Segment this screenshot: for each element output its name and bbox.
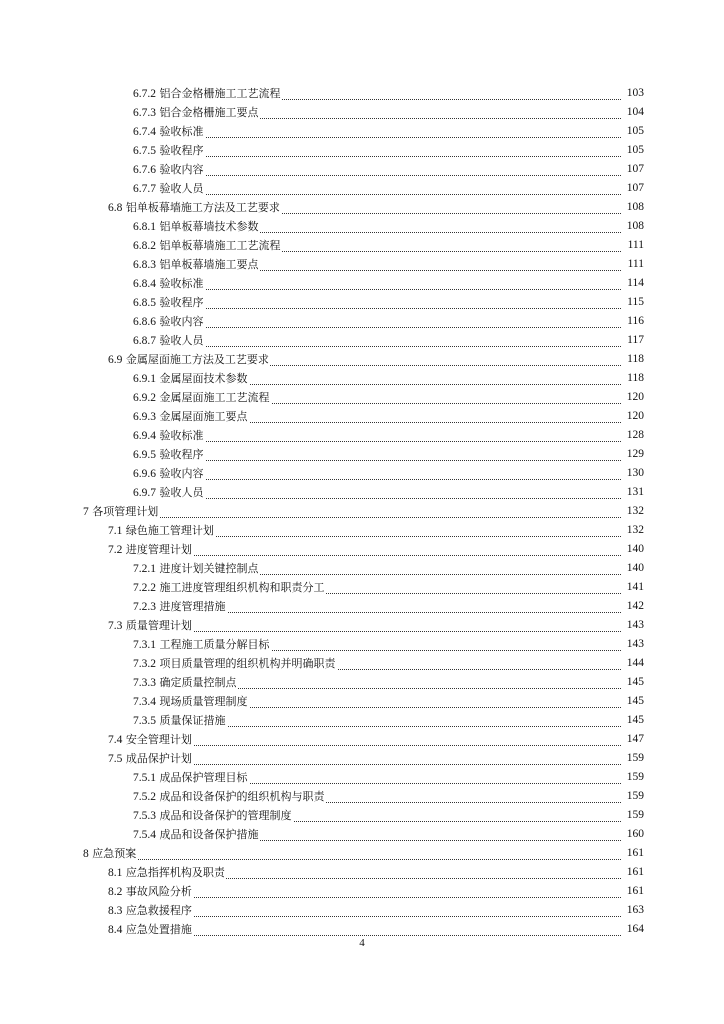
toc-entry[interactable]	[0, 768, 724, 787]
toc-entry-page: 120	[622, 407, 644, 426]
toc-entry-title: 金属屋面技术参数	[159, 372, 248, 385]
toc-entry-number: 6.8.7	[133, 335, 156, 347]
toc-entry-number: 6.8	[108, 202, 123, 214]
toc-entry-page: 140	[622, 559, 644, 578]
toc-entry[interactable]	[0, 217, 724, 236]
toc-dot-leader	[133, 293, 623, 309]
toc-entry-label	[133, 122, 205, 142]
toc-entry-title: 验收人员	[159, 182, 204, 195]
toc-entry-page: 108	[622, 217, 644, 236]
toc-entry-title: 应急救援程序	[125, 904, 192, 917]
toc-entry-page: 117	[622, 331, 644, 350]
toc-entry-number: 7.3.4	[133, 696, 156, 708]
toc-entry-title: 绿色施工管理计划	[125, 524, 214, 537]
toc-entry-number: 6.7.6	[133, 164, 156, 176]
toc-entry-page: 132	[622, 502, 644, 521]
toc-entry[interactable]	[0, 521, 724, 540]
toc-entry-title: 金属屋面施工要点	[159, 410, 248, 423]
toc-entry-page: 107	[622, 179, 644, 198]
toc-entry-page: 147	[622, 730, 644, 749]
toc-entry-label	[133, 255, 260, 275]
toc-entry-title: 进度计划关键控制点	[159, 562, 259, 575]
toc-entry-label	[133, 103, 260, 123]
toc-entry-title: 应急处置措施	[125, 923, 192, 936]
toc-entry[interactable]	[0, 350, 724, 369]
toc-entry-title: 验收人员	[159, 486, 204, 499]
toc-entry-title: 项目质量管理的组织机构并明确职责	[159, 657, 336, 670]
toc-entry-title: 铝单板幕墙施工要点	[159, 258, 259, 271]
toc-entry-label	[108, 863, 226, 883]
toc-entry-label	[133, 825, 260, 845]
toc-entry-page: 161	[622, 844, 644, 863]
toc-entry-number: 6.8.6	[133, 316, 156, 328]
toc-dot-leader	[133, 179, 623, 195]
toc-entry-number: 7.1	[108, 525, 123, 537]
toc-entry-number: 6.7.5	[133, 145, 156, 157]
toc-entry-number: 7.3.1	[133, 639, 156, 651]
toc-entry-page: 145	[622, 692, 644, 711]
toc-dot-leader	[133, 464, 623, 480]
toc-entry[interactable]	[0, 749, 724, 768]
toc-entry-title: 成品保护管理目标	[159, 771, 248, 784]
toc-entry-label	[108, 901, 193, 921]
toc-entry-title: 成品和设备保护的管理制度	[159, 809, 292, 822]
toc-entry[interactable]	[0, 559, 724, 578]
toc-entry-title: 金属屋面施工方法及工艺要求	[125, 353, 269, 366]
toc-dot-leader	[133, 426, 623, 442]
toc-entry[interactable]	[0, 103, 724, 122]
toc-entry-page: 142	[622, 597, 644, 616]
toc-entry-title: 铝合金格栅施工要点	[159, 106, 259, 119]
toc-entry-label	[133, 635, 271, 655]
toc-entry[interactable]	[0, 825, 724, 844]
toc-entry[interactable]	[0, 616, 724, 635]
toc-entry-label	[133, 654, 337, 674]
toc-entry-number: 7.3.5	[133, 715, 156, 727]
toc-dot-leader	[83, 844, 623, 860]
toc-entry-number: 8.4	[108, 924, 123, 936]
toc-entry-title: 各项管理计划	[92, 505, 159, 518]
toc-entry-page: 141	[622, 578, 644, 597]
toc-entry-label	[133, 692, 249, 712]
toc-entry-number: 6.7.7	[133, 183, 156, 195]
toc-entry[interactable]	[0, 122, 724, 141]
toc-entry-number: 8.1	[108, 867, 123, 879]
toc-entry-title: 验收内容	[159, 163, 204, 176]
toc-entry[interactable]	[0, 597, 724, 616]
toc-entry-label	[133, 711, 227, 731]
toc-entry-number: 6.9.7	[133, 487, 156, 499]
toc-dot-leader	[133, 122, 623, 138]
toc-entry-label	[133, 445, 205, 465]
toc-entry-number: 6.8.5	[133, 297, 156, 309]
toc-entry-page: 108	[622, 198, 644, 217]
toc-entry-page: 130	[622, 464, 644, 483]
toc-entry-page: 159	[622, 749, 644, 768]
toc-entry-number: 8.2	[108, 886, 123, 898]
toc-entry[interactable]	[0, 787, 724, 806]
toc-entry-label	[133, 787, 326, 807]
toc-entry-page: 159	[622, 806, 644, 825]
toc-entry[interactable]	[0, 236, 724, 255]
toc-entry-number: 7.3.2	[133, 658, 156, 670]
toc-entry-label	[133, 312, 205, 332]
toc-entry-number: 6.9.2	[133, 392, 156, 404]
toc-entry-title: 铝单板幕墙施工工艺流程	[159, 239, 281, 252]
toc-entry-title: 验收内容	[159, 315, 204, 328]
toc-entry-number: 8	[83, 848, 89, 860]
toc-entry-label	[133, 160, 205, 180]
toc-entry-label	[133, 806, 293, 826]
toc-entry-label	[133, 426, 205, 446]
toc-entry-label	[133, 331, 205, 351]
toc-entry-label	[108, 920, 193, 940]
toc-entry[interactable]	[0, 445, 724, 464]
toc-entry-title: 施工进度管理组织机构和职责分工	[159, 581, 325, 594]
toc-entry-number: 7	[83, 506, 89, 518]
table-of-contents	[0, 84, 724, 939]
toc-entry-number: 7.2	[108, 544, 123, 556]
toc-entry-label	[133, 293, 205, 313]
toc-entry-page: 131	[622, 483, 644, 502]
toc-entry-label	[133, 141, 205, 161]
toc-entry-page: 103	[622, 84, 644, 103]
toc-dot-leader	[83, 502, 623, 518]
toc-entry-label	[83, 844, 137, 864]
toc-entry-number: 6.9.5	[133, 449, 156, 461]
toc-entry-label	[133, 274, 205, 294]
toc-entry-number: 6.8.1	[133, 221, 156, 233]
toc-entry-title: 验收标准	[159, 125, 204, 138]
toc-entry-label	[108, 198, 281, 218]
toc-entry[interactable]	[0, 540, 724, 559]
toc-entry-title: 应急预案	[92, 847, 137, 860]
toc-entry-title: 质量保证措施	[159, 714, 226, 727]
toc-entry-label	[108, 749, 193, 769]
toc-entry-page: 120	[622, 388, 644, 407]
toc-entry-label	[108, 540, 193, 560]
toc-entry-number: 6.8.4	[133, 278, 156, 290]
toc-entry-number: 7.5.4	[133, 829, 156, 841]
toc-entry-page: 143	[622, 635, 644, 654]
toc-dot-leader	[133, 141, 623, 157]
toc-entry-label	[108, 521, 215, 541]
toc-entry-title: 验收内容	[159, 467, 204, 480]
toc-entry-label	[133, 464, 205, 484]
toc-entry-number: 6.7.4	[133, 126, 156, 138]
toc-entry[interactable]	[0, 711, 724, 730]
toc-entry-title: 验收程序	[159, 448, 204, 461]
toc-entry-number: 6.9.6	[133, 468, 156, 480]
toc-entry-title: 应急指挥机构及职责	[125, 866, 225, 879]
toc-entry-title: 验收程序	[159, 296, 204, 309]
toc-entry[interactable]	[0, 141, 724, 160]
toc-entry[interactable]	[0, 293, 724, 312]
toc-entry-page: 104	[622, 103, 644, 122]
toc-dot-leader	[133, 483, 623, 499]
toc-entry-label	[83, 502, 159, 522]
toc-entry-label	[133, 407, 249, 427]
toc-entry[interactable]	[0, 160, 724, 179]
toc-entry-label	[108, 616, 193, 636]
toc-entry-page: 164	[622, 920, 644, 939]
toc-entry-label	[133, 597, 227, 617]
toc-entry[interactable]	[0, 882, 724, 901]
toc-entry[interactable]	[0, 388, 724, 407]
toc-entry-number: 7.2.1	[133, 563, 156, 575]
toc-entry-title: 铝单板幕墙施工方法及工艺要求	[125, 201, 280, 214]
toc-entry-label	[133, 673, 238, 693]
toc-entry[interactable]	[0, 255, 724, 274]
toc-dot-leader	[133, 331, 623, 347]
toc-entry-title: 验收标准	[159, 429, 204, 442]
toc-dot-leader	[133, 312, 623, 328]
toc-entry-page: 116	[622, 312, 644, 331]
toc-entry-title: 进度管理措施	[159, 600, 226, 613]
toc-entry-title: 工程施工质量分解目标	[159, 638, 270, 651]
toc-entry-title: 铝单板幕墙技术参数	[159, 220, 259, 233]
toc-entry[interactable]	[0, 274, 724, 293]
toc-entry-title: 现场质量管理制度	[159, 695, 248, 708]
toc-entry[interactable]	[0, 464, 724, 483]
toc-entry-page: 132	[622, 521, 644, 540]
toc-entry-page: 161	[622, 863, 644, 882]
toc-entry[interactable]	[0, 901, 724, 920]
toc-entry-page: 105	[622, 141, 644, 160]
toc-entry-page: 161	[622, 882, 644, 901]
toc-dot-leader	[133, 160, 623, 176]
toc-entry-page: 145	[622, 673, 644, 692]
toc-entry[interactable]	[0, 312, 724, 331]
toc-entry-label	[133, 578, 326, 598]
toc-entry[interactable]	[0, 179, 724, 198]
toc-entry-page: 160	[622, 825, 644, 844]
toc-entry[interactable]	[0, 635, 724, 654]
toc-entry-label	[108, 882, 193, 902]
toc-entry-label	[133, 369, 249, 389]
toc-entry[interactable]	[0, 502, 724, 521]
toc-entry-title: 成品和设备保护的组织机构与职责	[159, 790, 325, 803]
toc-entry-page: 118	[622, 369, 644, 388]
toc-entry-number: 7.5.3	[133, 810, 156, 822]
toc-entry-label	[133, 217, 260, 237]
toc-entry-number: 6.9.4	[133, 430, 156, 442]
toc-entry-number: 7.5.2	[133, 791, 156, 803]
toc-entry[interactable]	[0, 806, 724, 825]
toc-entry-label	[108, 730, 193, 750]
toc-entry-page: 140	[622, 540, 644, 559]
toc-entry-label	[133, 84, 282, 104]
toc-entry-label	[108, 350, 270, 370]
toc-entry-number: 6.7.2	[133, 88, 156, 100]
toc-entry-number: 6.7.3	[133, 107, 156, 119]
toc-entry-title: 铝合金格栅施工工艺流程	[159, 87, 281, 100]
toc-entry-number: 6.8.3	[133, 259, 156, 271]
toc-entry[interactable]	[0, 331, 724, 350]
toc-entry-number: 7.2.2	[133, 582, 156, 594]
toc-entry-title: 成品和设备保护措施	[159, 828, 259, 841]
toc-entry-page: 129	[622, 445, 644, 464]
toc-entry[interactable]	[0, 426, 724, 445]
toc-entry[interactable]	[0, 198, 724, 217]
toc-entry[interactable]	[0, 730, 724, 749]
toc-entry[interactable]	[0, 483, 724, 502]
toc-entry-number: 6.9.1	[133, 373, 156, 385]
toc-entry[interactable]	[0, 578, 724, 597]
toc-entry-title: 验收人员	[159, 334, 204, 347]
toc-entry-title: 验收程序	[159, 144, 204, 157]
page-number: 4	[359, 937, 365, 949]
toc-entry-number: 7.3.3	[133, 677, 156, 689]
toc-entry-number: 7.3	[108, 620, 123, 632]
toc-entry-label	[133, 236, 282, 256]
toc-entry-page: 159	[622, 768, 644, 787]
toc-entry-number: 7.2.3	[133, 601, 156, 613]
toc-entry-page: 163	[622, 901, 644, 920]
toc-entry-title: 事故风险分析	[125, 885, 192, 898]
toc-entry-number: 7.5	[108, 753, 123, 765]
toc-entry-page: 107	[622, 160, 644, 179]
toc-entry-page: 159	[622, 787, 644, 806]
toc-entry[interactable]	[0, 673, 724, 692]
toc-entry-page: 144	[622, 654, 644, 673]
toc-entry-label	[133, 483, 205, 503]
toc-entry[interactable]	[0, 844, 724, 863]
toc-entry-number: 6.8.2	[133, 240, 156, 252]
toc-entry-number: 7.4	[108, 734, 123, 746]
toc-entry-title: 确定质量控制点	[159, 676, 237, 689]
toc-entry-title: 成品保护计划	[125, 752, 192, 765]
toc-entry-page: 128	[622, 426, 644, 445]
toc-entry-number: 7.5.1	[133, 772, 156, 784]
toc-entry-title: 验收标准	[159, 277, 204, 290]
toc-entry-page: 115	[622, 293, 644, 312]
toc-entry-page: 111	[622, 255, 644, 274]
toc-entry-label	[133, 179, 205, 199]
toc-entry-page: 145	[622, 711, 644, 730]
toc-entry-title: 进度管理计划	[125, 543, 192, 556]
toc-entry-label	[133, 768, 249, 788]
toc-entry-label	[133, 559, 260, 579]
toc-entry-number: 8.3	[108, 905, 123, 917]
toc-entry-title: 金属屋面施工工艺流程	[159, 391, 270, 404]
toc-entry[interactable]	[0, 84, 724, 103]
toc-entry[interactable]	[0, 863, 724, 882]
toc-entry-page: 143	[622, 616, 644, 635]
toc-entry-page: 114	[622, 274, 644, 293]
toc-entry[interactable]	[0, 369, 724, 388]
toc-dot-leader	[133, 274, 623, 290]
toc-entry-label	[133, 388, 271, 408]
toc-entry[interactable]	[0, 407, 724, 426]
toc-entry[interactable]	[0, 654, 724, 673]
toc-entry-page: 105	[622, 122, 644, 141]
toc-entry-number: 6.9	[108, 354, 123, 366]
toc-entry-page: 111	[622, 236, 644, 255]
toc-entry[interactable]	[0, 692, 724, 711]
toc-entry-number: 6.9.3	[133, 411, 156, 423]
toc-dot-leader	[133, 445, 623, 461]
toc-entry-page: 118	[622, 350, 644, 369]
toc-entry-title: 安全管理计划	[125, 733, 192, 746]
toc-entry-title: 质量管理计划	[125, 619, 192, 632]
